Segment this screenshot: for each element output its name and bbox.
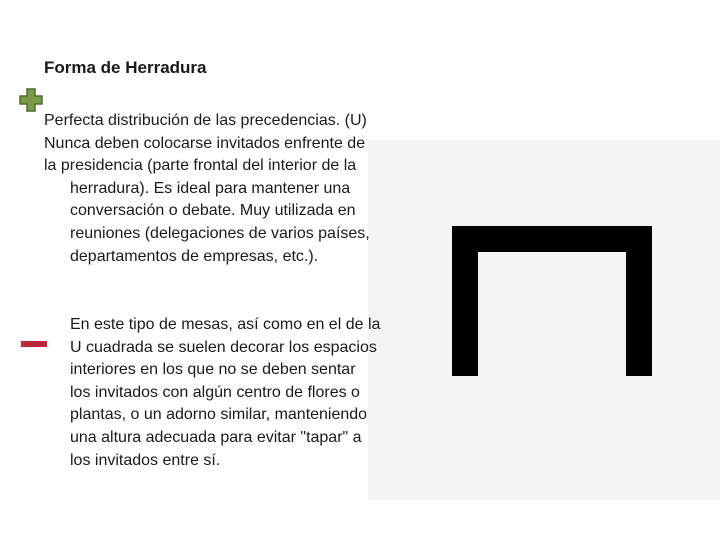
minus-icon xyxy=(20,338,48,352)
horseshoe-table-diagram xyxy=(452,226,652,376)
disadvantages-paragraph xyxy=(70,314,430,472)
plus-icon xyxy=(18,87,44,113)
horseshoe-table xyxy=(452,226,652,376)
disadvantages-line: interiores en los que no se deben sentar xyxy=(70,361,356,379)
disadvantages-line: U cuadrada se suelen decorar los espacios xyxy=(70,338,377,356)
disadvantages-line: los invitados con algún centro de flores o xyxy=(70,383,360,401)
advantages-line: conversación o debate. Muy utilizada en xyxy=(70,202,356,220)
advantages-line: departamentos de empresas, etc.). xyxy=(70,247,319,265)
disadvantages-line: plantas, o un adorno similar, manteniendo xyxy=(70,406,368,424)
advantages-line: la presidencia (parte frontal del interior de la xyxy=(44,157,357,175)
advantages-line: Nunca deben colocarse invitados enfrente de xyxy=(44,134,366,152)
disadvantages-line: los invitados entre sí. xyxy=(70,451,221,469)
advantages-line: reuniones (delegaciones de varios países, xyxy=(70,224,370,242)
advantages-line: Perfecta distribución de las precedencias. (U) xyxy=(44,112,367,129)
slide-title: Forma de Herradura xyxy=(44,58,207,77)
advantages-line: herradura). Es ideal para mantener una xyxy=(70,179,351,197)
disadvantages-line: En este tipo de mesas, así como en el de la xyxy=(70,316,381,333)
disadvantages-line: una altura adecuada para evitar "tapar" a xyxy=(70,428,362,446)
advantages-paragraph xyxy=(44,110,424,268)
